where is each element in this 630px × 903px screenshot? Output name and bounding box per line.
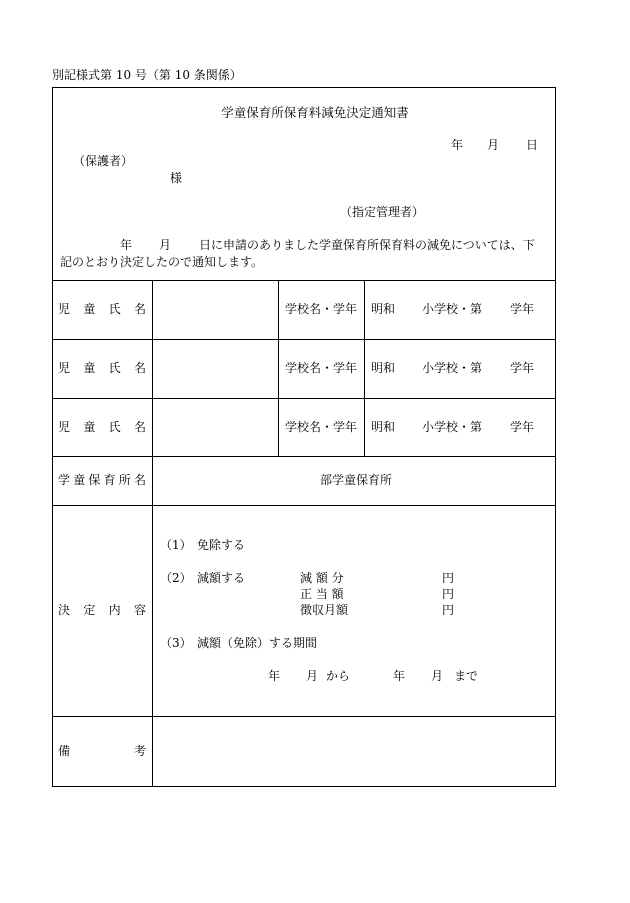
child-name-label: 児 童 氏 名 xyxy=(58,302,146,316)
date-year: 年 xyxy=(451,138,464,152)
divider xyxy=(278,280,279,456)
school-prefix: 明和 xyxy=(371,420,396,434)
period-to: まで xyxy=(454,669,479,683)
divider xyxy=(52,456,556,457)
school-grade-label: 学校名・学年 xyxy=(285,302,358,316)
period-end-year: 年 xyxy=(393,669,406,683)
body-year: 年 xyxy=(120,238,133,252)
date-day: 日 xyxy=(526,138,539,152)
proper-amount-unit: 円 xyxy=(442,587,455,601)
item3-number: （3） xyxy=(160,636,192,650)
grade-suffix: 学年 xyxy=(510,361,535,375)
school-suffix: 小学校・第 xyxy=(422,361,483,375)
honorific: 様 xyxy=(170,171,183,185)
guardian-label: （保護者） xyxy=(73,154,134,168)
divider xyxy=(52,280,556,281)
facility-label: 学 童 保 育 所 名 xyxy=(58,473,146,487)
body-month: 月 xyxy=(159,238,172,252)
divider xyxy=(52,716,556,717)
divider xyxy=(52,398,556,399)
decision-label: 決 定 内 容 xyxy=(58,603,146,617)
divider xyxy=(152,280,153,787)
school-grade-label: 学校名・学年 xyxy=(285,420,358,434)
divider xyxy=(52,505,556,506)
document-title: 学童保育所保育料減免決定通知書 xyxy=(221,105,409,120)
body-text-line2: 記のとおり決定したので通知します。 xyxy=(60,255,264,269)
school-grade-label: 学校名・学年 xyxy=(285,361,358,375)
proper-amount-label: 正 当 額 xyxy=(300,587,344,601)
school-prefix: 明和 xyxy=(371,361,396,375)
child-name-label: 児 童 氏 名 xyxy=(58,361,146,375)
remarks-label: 備 考 xyxy=(58,744,146,758)
school-suffix: 小学校・第 xyxy=(422,302,483,316)
facility-value: 部学童保育所 xyxy=(320,473,393,487)
period-start-year: 年 xyxy=(268,669,281,683)
manager-label: （指定管理者） xyxy=(340,205,425,219)
item1-number: （1） xyxy=(160,538,192,552)
item3-text: 減額（免除）する期間 xyxy=(197,636,318,650)
period-start-month: 月 xyxy=(306,669,319,683)
reduction-amount-label: 減 額 分 xyxy=(300,571,344,585)
body-text-line1: 日に申請のありました学童保育所保育料の減免については、下 xyxy=(199,238,535,252)
item2-number: （2） xyxy=(160,571,192,585)
date-month: 月 xyxy=(487,138,500,152)
item2-text: 減額する xyxy=(197,571,246,585)
child-name-label: 児 童 氏 名 xyxy=(58,420,146,434)
reduction-amount-unit: 円 xyxy=(442,571,455,585)
form-frame xyxy=(52,87,556,787)
grade-suffix: 学年 xyxy=(510,302,535,316)
period-from: から xyxy=(326,669,351,683)
school-suffix: 小学校・第 xyxy=(422,420,483,434)
monthly-fee-unit: 円 xyxy=(442,603,455,617)
school-prefix: 明和 xyxy=(371,302,396,316)
period-end-month: 月 xyxy=(431,669,444,683)
form-label: 別記様式第 10 号（第 10 条関係） xyxy=(52,68,242,82)
divider xyxy=(52,339,556,340)
monthly-fee-label: 徴収月額 xyxy=(300,603,349,617)
grade-suffix: 学年 xyxy=(510,420,535,434)
item1-text: 免除する xyxy=(197,538,246,552)
divider xyxy=(364,280,365,456)
